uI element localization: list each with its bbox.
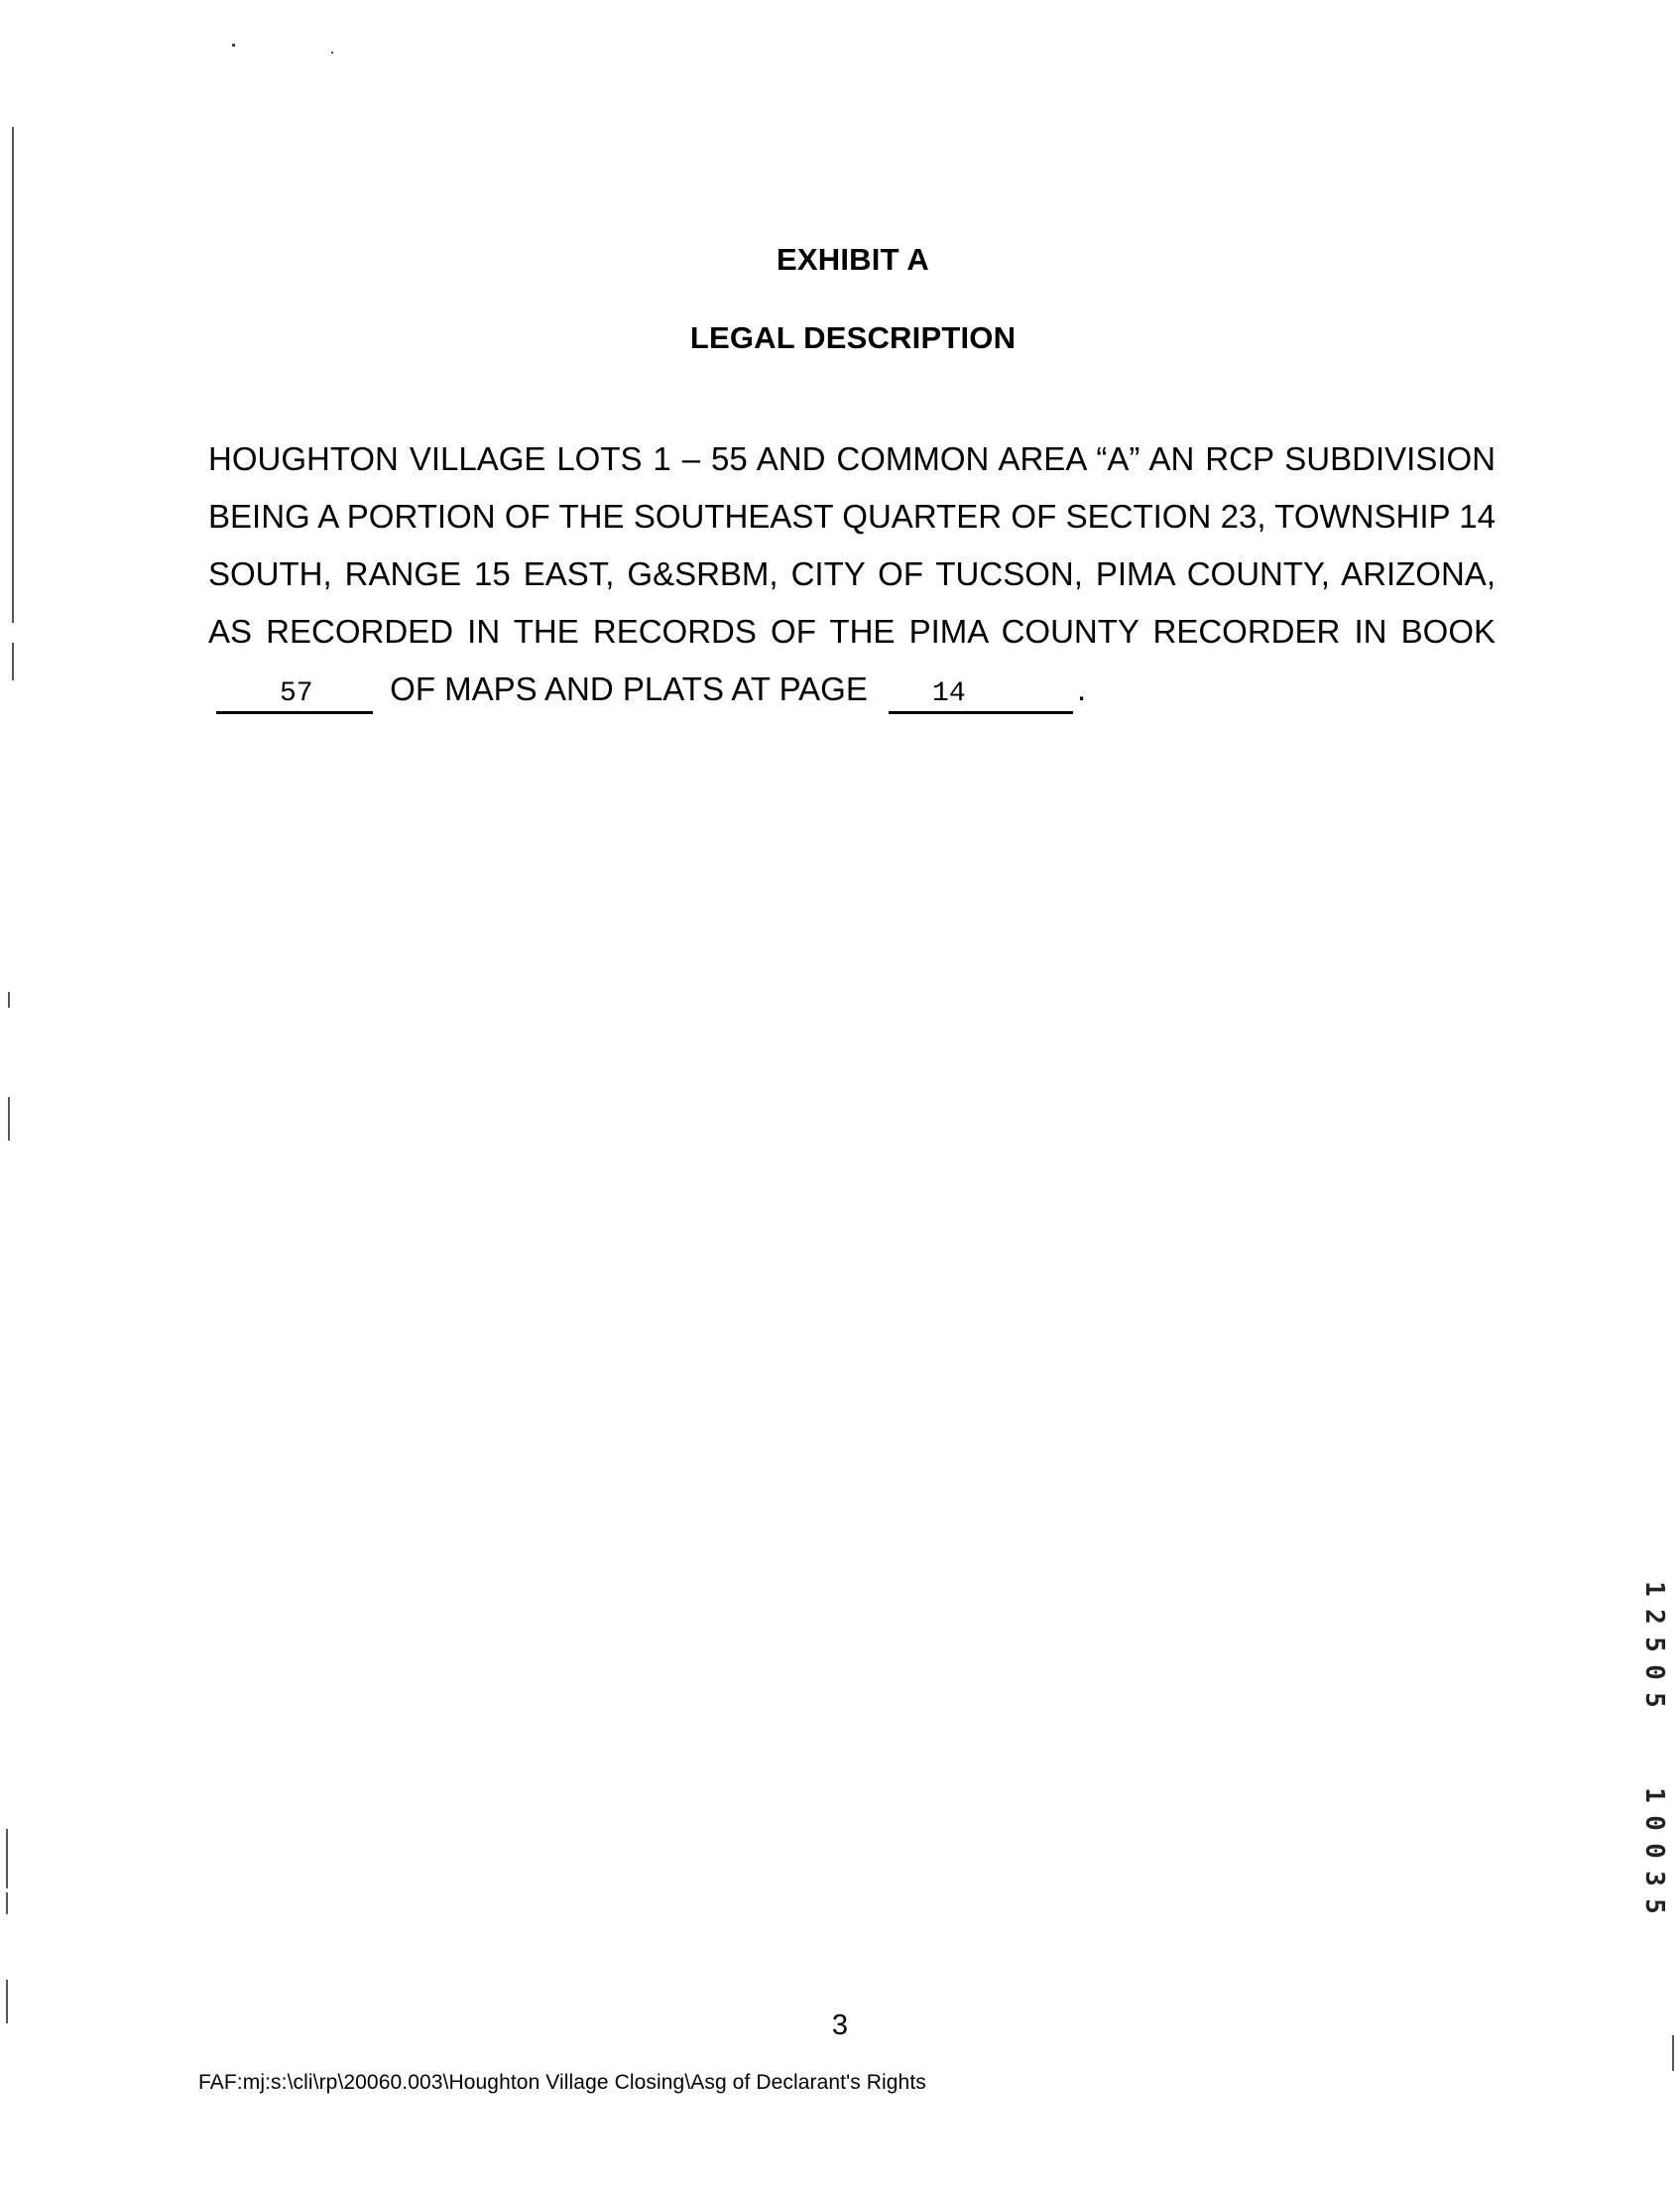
scan-edge-mark [8, 992, 10, 1008]
page-number: 3 [831, 2009, 849, 2041]
recording-stamp-upper-digit: 0 [1639, 1664, 1669, 1680]
recording-stamp-upper-digit: 2 [1639, 1609, 1669, 1625]
recording-stamp-lower [1640, 1781, 1668, 1920]
recording-stamp-lower-digit: 0 [1639, 1843, 1669, 1859]
recording-stamp-upper-digit: 5 [1639, 1637, 1669, 1652]
recording-stamp-lower-digit: 1 [1639, 1787, 1669, 1803]
recording-stamp-upper-digit: 1 [1639, 1581, 1669, 1597]
legal-text-end: . [1077, 670, 1087, 707]
legal-text-part2: OF MAPS AND PLATS AT PAGE [390, 670, 868, 707]
recording-stamp-upper [1640, 1575, 1668, 1714]
recording-stamp-lower-digit: 0 [1639, 1815, 1669, 1831]
exhibit-heading: EXHIBIT A [777, 242, 929, 277]
scan-speck [331, 52, 333, 54]
scan-edge-mark [6, 1829, 8, 1888]
recording-stamp-lower-digit: 5 [1639, 1898, 1669, 1914]
legal-description-heading: LEGAL DESCRIPTION [689, 320, 1017, 355]
recording-stamp-lower-digit: 3 [1639, 1871, 1669, 1886]
legal-text-part1: HOUGHTON VILLAGE LOTS 1 – 55 AND COMMON AREA “A” AN RCP SUBDIVISION BEING A PORTION OF THE SOUTHEAST QUARTER OF SECTION 23, TOWNSHIP 14 SOUTH, RANGE 15 EAST, G&SRBM, CITY OF TUCSON, PIMA COUNTY, ARIZONA, AS RECORDED IN THE RECORDS OF THE PIMA COUNTY RECORDER IN BOOK [208, 440, 1496, 650]
scan-edge-mark [8, 1097, 10, 1141]
page-number-field: 14 [889, 677, 1073, 714]
scan-edge-mark [6, 1892, 8, 1914]
scan-speck [232, 44, 235, 47]
scan-edge-mark [12, 127, 14, 623]
recording-stamp-upper-digit: 5 [1639, 1692, 1669, 1708]
book-number-field: 57 [216, 677, 373, 714]
footer-file-path: FAF:mj:s:\cli\rp\20060.003\Houghton Village Closing\Asg of Declarant's Rights [198, 2071, 926, 2094]
scan-edge-mark [12, 643, 14, 680]
legal-description-body [208, 430, 1496, 718]
